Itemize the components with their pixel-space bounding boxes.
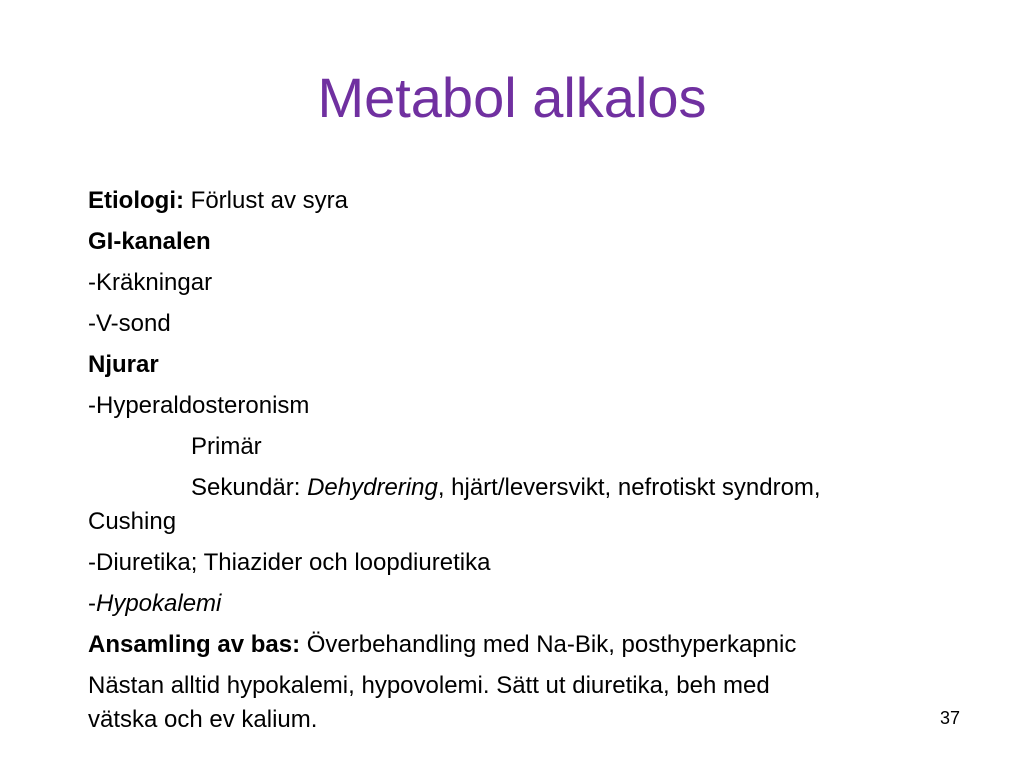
etiologi-line bbox=[88, 184, 958, 218]
njurar-heading-line bbox=[88, 348, 958, 382]
krakningar-line: -Kräkningar bbox=[88, 269, 213, 296]
hypokalemi-line bbox=[88, 587, 958, 621]
gi-heading-line bbox=[88, 225, 958, 259]
nastan-line-2: vätska och ev kalium. bbox=[88, 706, 318, 733]
slide-body bbox=[88, 184, 958, 744]
slide-title: Metabol alkalos bbox=[317, 66, 707, 129]
ansamling-text: Överbehandling med Na-Bik, posthyperkapnic bbox=[300, 631, 797, 658]
diuretika-line: -Diuretika; Thiazider och loopdiuretika bbox=[88, 549, 491, 576]
ansamling-line bbox=[88, 628, 958, 662]
hyperaldosteronism-line: -Hyperaldosteronism bbox=[88, 392, 310, 419]
sekundar-line bbox=[88, 471, 958, 505]
page-number: 37 bbox=[939, 708, 961, 728]
primar-text: Primär bbox=[191, 433, 262, 460]
cushing-line: Cushing bbox=[88, 508, 177, 535]
hypokalemi-italic: Hypokalemi bbox=[96, 590, 222, 617]
nastan-line-1: Nästan alltid hypokalemi, hypovolemi. Sätt ut diuretika, beh med bbox=[88, 672, 770, 699]
hypokalemi-dash: - bbox=[88, 590, 96, 617]
njurar-heading: Njurar bbox=[88, 351, 159, 378]
sekundar-rest: , hjärt/leversvikt, nefrotiskt syndrom, bbox=[437, 474, 821, 501]
gi-heading: GI-kanalen bbox=[88, 228, 211, 255]
primar-line bbox=[88, 430, 958, 464]
ansamling-label: Ansamling av bas: bbox=[88, 631, 301, 658]
sekundar-italic: Dehydrering bbox=[307, 474, 438, 501]
etiologi-text: Förlust av syra bbox=[183, 187, 349, 214]
etiologi-label: Etiologi: bbox=[88, 187, 184, 214]
v-sond-line: -V-sond bbox=[88, 310, 171, 337]
sekundar-label: Sekundär: bbox=[191, 474, 308, 501]
